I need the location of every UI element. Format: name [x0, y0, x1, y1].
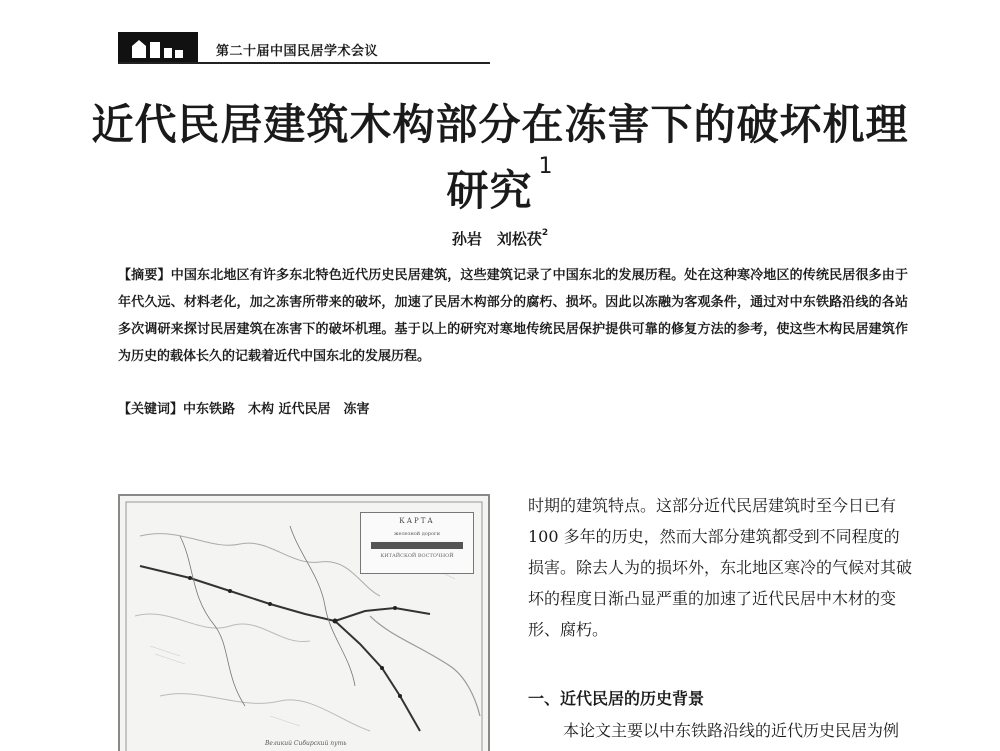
keywords-text: 中东铁路 木构 近代民居 冻害 — [183, 402, 370, 417]
map-bottom-label: Великий Сибирский путь — [265, 740, 347, 747]
body-paragraph-1-text: 时期的建筑特点。这部分近代民居建筑时至今日已有100 多年的历史，然而大部分建筑都受到不同程度的损害。除去人为的损坏外，东北地区寒冷的气候对其破坏的程度日渐凸显严重的加速了近代民居中木材的变形、腐朽。 — [528, 496, 913, 639]
railway-map-figure — [118, 494, 490, 751]
map-caption-small: железной дороги — [394, 531, 440, 537]
building-logo-icon — [118, 32, 198, 62]
paper-title-line1: 近代民居建筑木构部分在冻害下的破坏机理 — [91, 100, 909, 149]
running-header — [118, 32, 490, 64]
paper-title-line2 — [0, 154, 1000, 218]
title-footnote-marker[interactable]: 1 — [538, 154, 554, 179]
abstract — [118, 262, 908, 370]
conference-name: 第二十届中国民居学术会议 — [216, 44, 379, 59]
map-title-cartouche — [360, 512, 474, 574]
keywords-label: 【关键词】 — [118, 402, 184, 417]
abstract-label: 【摘要】 — [118, 268, 171, 283]
map-subtitle: КИТАЙСКОЙ ВОСТОЧНОЙ — [380, 553, 454, 559]
body-paragraph-2: 本论文主要以中东铁路沿线的近代历史民居为例 — [563, 721, 900, 740]
section-heading: 一、近代民居的历史背景 — [528, 689, 705, 708]
paper-title-text: 研究 — [446, 166, 533, 215]
author-line — [0, 228, 1000, 249]
author-names: 孙岩 刘松茯 — [451, 230, 542, 248]
keywords — [118, 398, 370, 417]
map-title-banner — [371, 542, 463, 549]
abstract-text: 中国东北地区有许多东北特色近代历史民居建筑，这些建筑记录了中国东北的发展历程。处在这种寒冷地区的传统民居很多由于年代久远、材料老化，加之冻害所带来的破坏，加速了民居木构部分的腐朽、损坏。因此以冻融为客观条件，通过对中东铁路沿线的各站多次调研来探讨民居建筑在冻害下的破坏机理。基于以上的研究对寒地传统民居保护提供可靠的修复方法的参考，使这些木构民居建筑作为历史的载体长久的记载着近代中国东北的发展历程。 — [118, 268, 908, 364]
map-title: КАРТА — [399, 517, 435, 525]
body-paragraph-1 — [528, 490, 913, 645]
author-footnote-marker[interactable]: 2 — [541, 228, 549, 238]
